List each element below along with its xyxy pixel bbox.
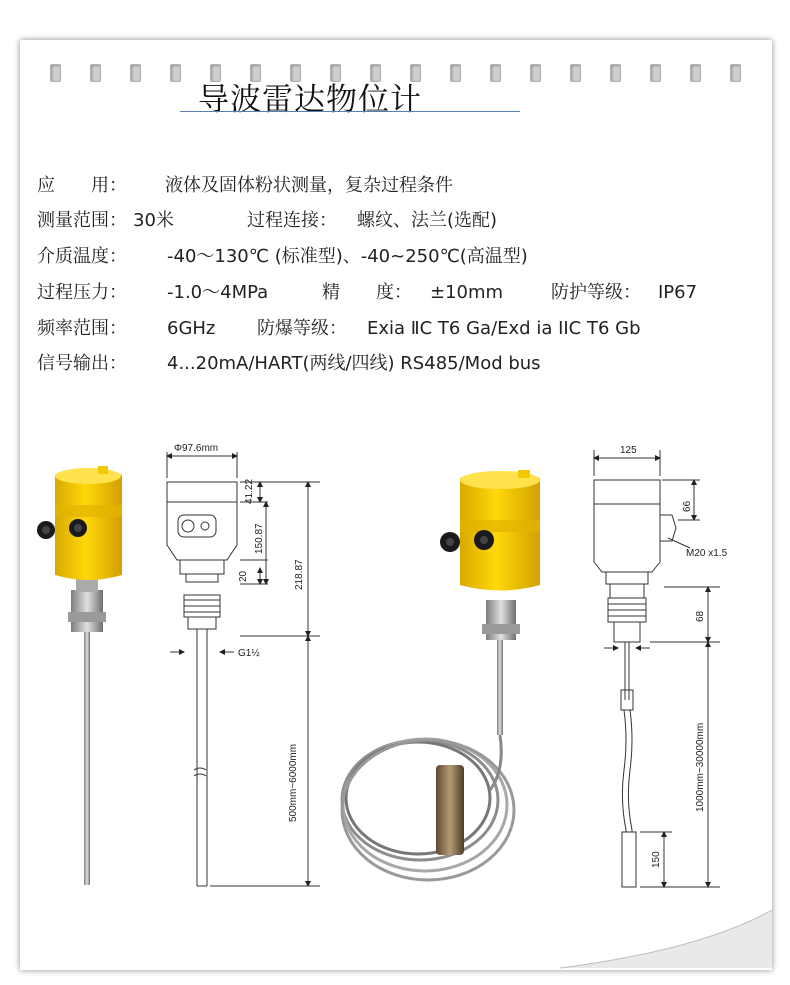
spec-value: 螺纹、法兰(选配) bbox=[357, 210, 498, 231]
dimension-length: 500mm~6000mm bbox=[288, 743, 299, 822]
cable-radar-photo bbox=[342, 470, 540, 880]
spec-value: 液体及固体粉状测量，复杂过程条件 bbox=[165, 175, 453, 196]
dimension-66: 66 bbox=[682, 500, 693, 512]
spec-value: -1.0～4MPa bbox=[167, 282, 269, 303]
spec-label: 过程压力： bbox=[37, 282, 127, 303]
spec-label: 应 用： bbox=[37, 175, 127, 196]
dimension-cable-gland: M20 x1.5 bbox=[686, 548, 728, 559]
dimension-thread: G1½ bbox=[238, 648, 260, 659]
dimension-150: 150.87 bbox=[254, 523, 265, 554]
spec-label: 过程连接： bbox=[247, 210, 337, 231]
spec-label: 防爆等级： bbox=[257, 318, 347, 339]
rod-radar-photo bbox=[37, 466, 122, 885]
spec-value: ±10mm bbox=[430, 282, 504, 303]
spec-value: Exia ⅡC T6 Ga/Exd ia IIC T6 Gb bbox=[367, 318, 641, 339]
dimension-length: 1000mm~30000mm bbox=[695, 722, 706, 812]
page-title: 导波雷达物位计 bbox=[198, 82, 422, 118]
spec-label: 测量范围： bbox=[37, 210, 127, 231]
spec-value: 4...20mA/HART(两线/四线) RS485/Mod bus bbox=[167, 353, 541, 374]
dimension-41: 41.22 bbox=[244, 478, 255, 504]
spec-label: 信号输出： bbox=[37, 353, 127, 374]
dimension-width: 125 bbox=[620, 445, 637, 456]
spec-value: -40～130℃ (标准型)、-40~250℃(高温型) bbox=[167, 246, 528, 267]
cable-radar-dimension-drawing bbox=[594, 450, 720, 887]
spec-label: 防护等级： bbox=[551, 282, 641, 303]
spec-label: 介质温度： bbox=[37, 246, 127, 267]
spec-label: 频率范围： bbox=[37, 318, 127, 339]
spec-value: 6GHz bbox=[167, 318, 216, 339]
dimension-218: 218.87 bbox=[294, 559, 305, 590]
spec-value: IP67 bbox=[658, 282, 698, 303]
dimension-68: 68 bbox=[695, 610, 706, 622]
page-curl bbox=[560, 910, 772, 968]
dimension-20: 20 bbox=[238, 570, 249, 582]
dimension-150: 150 bbox=[651, 851, 662, 868]
spec-value: 30米 bbox=[133, 210, 174, 231]
spec-label: 精 度： bbox=[322, 282, 412, 303]
dimension-diameter: Φ97.6mm bbox=[174, 443, 219, 454]
